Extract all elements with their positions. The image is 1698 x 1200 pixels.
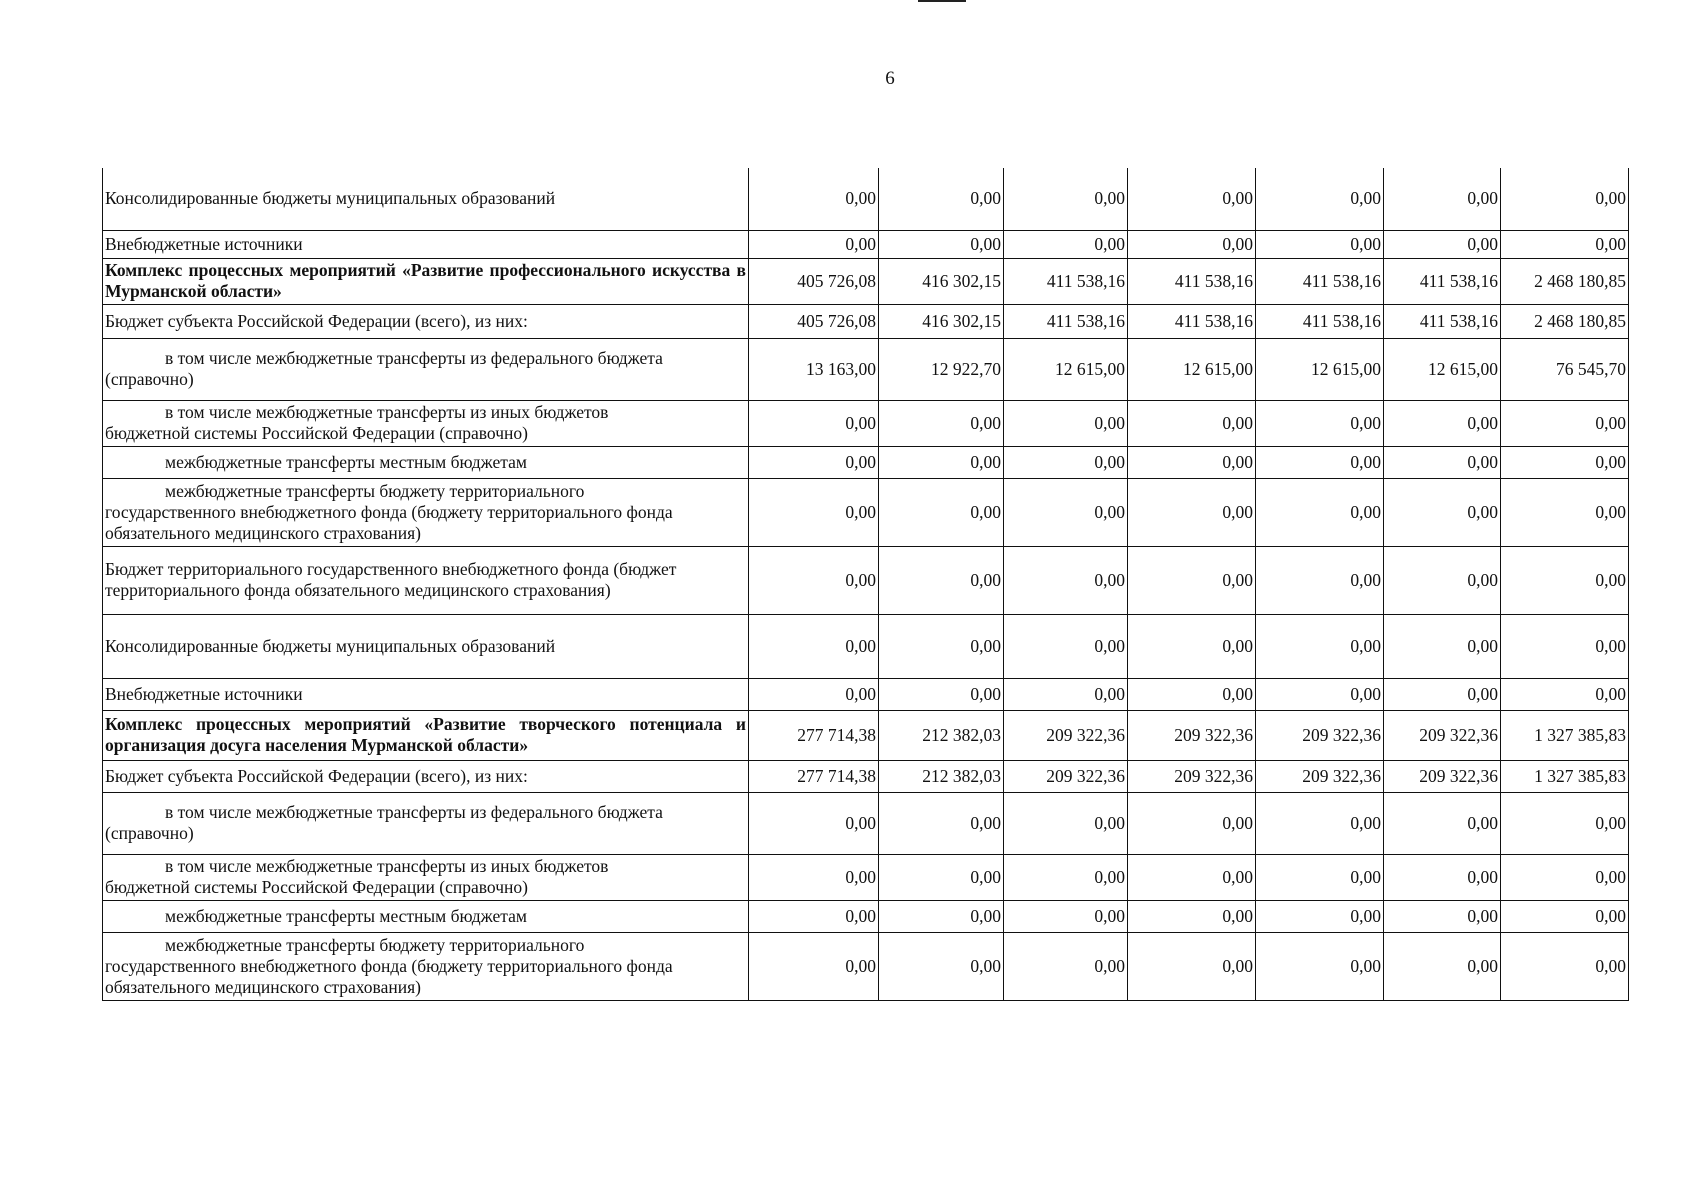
table-row <box>103 546 1629 614</box>
value-cell: 0,00 <box>1004 932 1128 1000</box>
row-label <box>103 932 749 1000</box>
row-label <box>103 400 749 446</box>
value-cell: 411 538,16 <box>1256 258 1384 304</box>
budget-table <box>102 168 1629 1001</box>
value-cell: 0,00 <box>879 546 1004 614</box>
row-label-first-line: межбюджетные трансферты бюджету территориального <box>165 480 585 501</box>
value-cell: 0,00 <box>1128 854 1256 900</box>
row-label <box>103 614 749 678</box>
value-cell: 0,00 <box>1384 678 1501 710</box>
row-label <box>103 678 749 710</box>
table-row <box>103 900 1629 932</box>
value-cell: 0,00 <box>1004 900 1128 932</box>
value-cell: 0,00 <box>1128 932 1256 1000</box>
value-cell: 411 538,16 <box>1128 258 1256 304</box>
value-cell: 0,00 <box>1128 614 1256 678</box>
value-cell: 0,00 <box>879 932 1004 1000</box>
table-row <box>103 614 1629 678</box>
value-cell: 0,00 <box>749 400 879 446</box>
row-label <box>103 854 749 900</box>
table-row <box>103 760 1629 792</box>
value-cell: 209 322,36 <box>1128 760 1256 792</box>
value-cell: 0,00 <box>1128 230 1256 258</box>
row-label-text: государственного внебюджетного фонда (бюджету территориального фонда обязательного медицинского страхования) <box>105 501 673 543</box>
value-cell: 0,00 <box>1256 230 1384 258</box>
value-cell: 12 615,00 <box>1256 338 1384 400</box>
table-row <box>103 478 1629 546</box>
value-cell: 0,00 <box>1501 932 1629 1000</box>
value-cell: 1 327 385,83 <box>1501 760 1629 792</box>
value-cell: 0,00 <box>1128 900 1256 932</box>
value-cell: 0,00 <box>749 614 879 678</box>
row-label <box>103 792 749 854</box>
value-cell: 0,00 <box>1256 614 1384 678</box>
value-cell: 411 538,16 <box>1128 304 1256 338</box>
value-cell: 209 322,36 <box>1128 710 1256 760</box>
table-row <box>103 258 1629 304</box>
value-cell: 0,00 <box>1128 478 1256 546</box>
value-cell: 0,00 <box>879 478 1004 546</box>
value-cell: 0,00 <box>1004 230 1128 258</box>
value-cell: 212 382,03 <box>879 760 1004 792</box>
value-cell: 0,00 <box>1004 478 1128 546</box>
value-cell: 0,00 <box>1256 478 1384 546</box>
row-label <box>103 900 749 932</box>
value-cell: 411 538,16 <box>1384 258 1501 304</box>
value-cell: 12 922,70 <box>879 338 1004 400</box>
value-cell: 0,00 <box>1004 400 1128 446</box>
row-label-text: Консолидированные бюджеты муниципальных образований <box>105 635 556 656</box>
value-cell: 0,00 <box>1501 400 1629 446</box>
row-label <box>103 304 749 338</box>
value-cell: 0,00 <box>1501 168 1629 230</box>
value-cell: 0,00 <box>749 168 879 230</box>
row-label <box>103 546 749 614</box>
row-label-text: (справочно) <box>105 823 194 843</box>
value-cell: 411 538,16 <box>1004 304 1128 338</box>
value-cell: 209 322,36 <box>1004 710 1128 760</box>
row-label-first-line: в том числе межбюджетные трансферты из федерального бюджета <box>165 802 663 822</box>
value-cell: 411 538,16 <box>1256 304 1384 338</box>
row-label <box>103 710 749 760</box>
row-label-text: (справочно) <box>105 369 194 389</box>
value-cell: 0,00 <box>749 546 879 614</box>
row-label-text: Комплекс процессных мероприятий «Развитие творческого потенциала и организация досуга населения Мурманской области» <box>105 714 746 755</box>
row-label <box>103 338 749 400</box>
value-cell: 209 322,36 <box>1384 760 1501 792</box>
value-cell: 277 714,38 <box>749 760 879 792</box>
value-cell: 0,00 <box>749 932 879 1000</box>
row-label-first-line: межбюджетные трансферты бюджету территориального <box>165 934 585 955</box>
value-cell: 212 382,03 <box>879 710 1004 760</box>
value-cell: 0,00 <box>879 400 1004 446</box>
value-cell: 0,00 <box>1128 678 1256 710</box>
value-cell: 0,00 <box>1128 792 1256 854</box>
table-row <box>103 792 1629 854</box>
row-label-first-line: в том числе межбюджетные трансферты из иных бюджетов <box>165 402 609 422</box>
table-row <box>103 338 1629 400</box>
value-cell: 0,00 <box>879 446 1004 478</box>
row-label-first-line: в том числе межбюджетные трансферты из федерального бюджета <box>165 348 663 368</box>
value-cell: 0,00 <box>1256 792 1384 854</box>
value-cell: 0,00 <box>1128 446 1256 478</box>
value-cell: 0,00 <box>1384 854 1501 900</box>
value-cell: 0,00 <box>1501 614 1629 678</box>
value-cell: 0,00 <box>1501 446 1629 478</box>
value-cell: 0,00 <box>1004 168 1128 230</box>
value-cell: 209 322,36 <box>1256 760 1384 792</box>
row-label-first-line: межбюджетные трансферты местным бюджетам <box>165 905 527 926</box>
row-label-text: Комплекс процессных мероприятий «Развитие профессионального искусства в Мурманской области» <box>105 260 746 301</box>
table-row <box>103 854 1629 900</box>
value-cell: 0,00 <box>749 678 879 710</box>
value-cell: 0,00 <box>1384 478 1501 546</box>
value-cell: 1 327 385,83 <box>1501 710 1629 760</box>
row-label-first-line: в том числе межбюджетные трансферты из иных бюджетов <box>165 856 609 876</box>
row-label-text: Консолидированные бюджеты муниципальных образований <box>105 188 556 209</box>
value-cell: 0,00 <box>1256 932 1384 1000</box>
row-label-text: государственного внебюджетного фонда (бюджету территориального фонда обязательного медицинского страхования) <box>105 955 673 997</box>
value-cell: 209 322,36 <box>1384 710 1501 760</box>
value-cell: 12 615,00 <box>1128 338 1256 400</box>
value-cell: 0,00 <box>1004 854 1128 900</box>
value-cell: 0,00 <box>1256 854 1384 900</box>
value-cell: 0,00 <box>879 168 1004 230</box>
value-cell: 12 615,00 <box>1384 338 1501 400</box>
value-cell: 0,00 <box>1004 546 1128 614</box>
table-row <box>103 230 1629 258</box>
value-cell: 0,00 <box>1501 854 1629 900</box>
value-cell: 277 714,38 <box>749 710 879 760</box>
row-label-text: бюджетной системы Российской Федерации (справочно) <box>105 423 528 443</box>
value-cell: 76 545,70 <box>1501 338 1629 400</box>
value-cell: 0,00 <box>1501 900 1629 932</box>
row-label <box>103 258 749 304</box>
row-label <box>103 478 749 546</box>
value-cell: 0,00 <box>879 678 1004 710</box>
row-label <box>103 230 749 258</box>
value-cell: 0,00 <box>879 792 1004 854</box>
value-cell: 0,00 <box>1004 792 1128 854</box>
value-cell: 0,00 <box>1128 168 1256 230</box>
value-cell: 0,00 <box>1501 478 1629 546</box>
value-cell: 209 322,36 <box>1256 710 1384 760</box>
value-cell: 0,00 <box>749 478 879 546</box>
value-cell: 0,00 <box>1256 546 1384 614</box>
table-row <box>103 304 1629 338</box>
value-cell: 0,00 <box>1256 446 1384 478</box>
row-label-text: бюджетной системы Российской Федерации (справочно) <box>105 877 528 897</box>
value-cell: 0,00 <box>879 854 1004 900</box>
value-cell: 2 468 180,85 <box>1501 258 1629 304</box>
value-cell: 0,00 <box>749 230 879 258</box>
value-cell: 0,00 <box>1384 546 1501 614</box>
value-cell: 0,00 <box>879 230 1004 258</box>
value-cell: 0,00 <box>1501 546 1629 614</box>
table-row <box>103 400 1629 446</box>
table-row <box>103 446 1629 478</box>
value-cell: 0,00 <box>879 900 1004 932</box>
row-label <box>103 446 749 478</box>
table-row <box>103 168 1629 230</box>
value-cell: 411 538,16 <box>1384 304 1501 338</box>
value-cell: 411 538,16 <box>1004 258 1128 304</box>
value-cell: 0,00 <box>1128 400 1256 446</box>
value-cell: 0,00 <box>749 854 879 900</box>
value-cell: 0,00 <box>749 446 879 478</box>
page-number: 6 <box>885 68 895 89</box>
value-cell: 12 615,00 <box>1004 338 1128 400</box>
row-label-text: Бюджет территориального государственного внебюджетного фонда (бюджет территориального фонда обязательного медицинского страхования) <box>105 559 677 600</box>
value-cell: 0,00 <box>1256 400 1384 446</box>
value-cell: 0,00 <box>1384 446 1501 478</box>
value-cell: 416 302,15 <box>879 258 1004 304</box>
row-label-text: Бюджет субъекта Российской Федерации (всего), из них: <box>105 310 528 331</box>
value-cell: 0,00 <box>1384 932 1501 1000</box>
row-label-text: Внебюджетные источники <box>105 683 303 704</box>
value-cell: 0,00 <box>1004 446 1128 478</box>
value-cell: 416 302,15 <box>879 304 1004 338</box>
value-cell: 0,00 <box>1256 678 1384 710</box>
value-cell: 0,00 <box>1004 614 1128 678</box>
value-cell: 0,00 <box>879 614 1004 678</box>
value-cell: 0,00 <box>1384 400 1501 446</box>
value-cell: 0,00 <box>1256 900 1384 932</box>
value-cell: 2 468 180,85 <box>1501 304 1629 338</box>
value-cell: 0,00 <box>749 900 879 932</box>
value-cell: 0,00 <box>1501 792 1629 854</box>
value-cell: 405 726,08 <box>749 304 879 338</box>
value-cell: 0,00 <box>1256 168 1384 230</box>
table-row <box>103 710 1629 760</box>
value-cell: 209 322,36 <box>1004 760 1128 792</box>
value-cell: 0,00 <box>1128 546 1256 614</box>
row-label <box>103 760 749 792</box>
value-cell: 0,00 <box>1004 678 1128 710</box>
value-cell: 13 163,00 <box>749 338 879 400</box>
top-mark <box>918 0 966 2</box>
table-row <box>103 678 1629 710</box>
row-label-text: Бюджет субъекта Российской Федерации (всего), из них: <box>105 765 528 786</box>
value-cell: 0,00 <box>1384 900 1501 932</box>
row-label <box>103 168 749 230</box>
row-label-first-line: межбюджетные трансферты местным бюджетам <box>165 451 527 472</box>
value-cell: 0,00 <box>1384 792 1501 854</box>
value-cell: 0,00 <box>1384 168 1501 230</box>
table-row <box>103 932 1629 1000</box>
value-cell: 0,00 <box>749 792 879 854</box>
row-label-text: Внебюджетные источники <box>105 233 303 254</box>
value-cell: 0,00 <box>1384 230 1501 258</box>
value-cell: 0,00 <box>1384 614 1501 678</box>
value-cell: 0,00 <box>1501 678 1629 710</box>
value-cell: 0,00 <box>1501 230 1629 258</box>
value-cell: 405 726,08 <box>749 258 879 304</box>
